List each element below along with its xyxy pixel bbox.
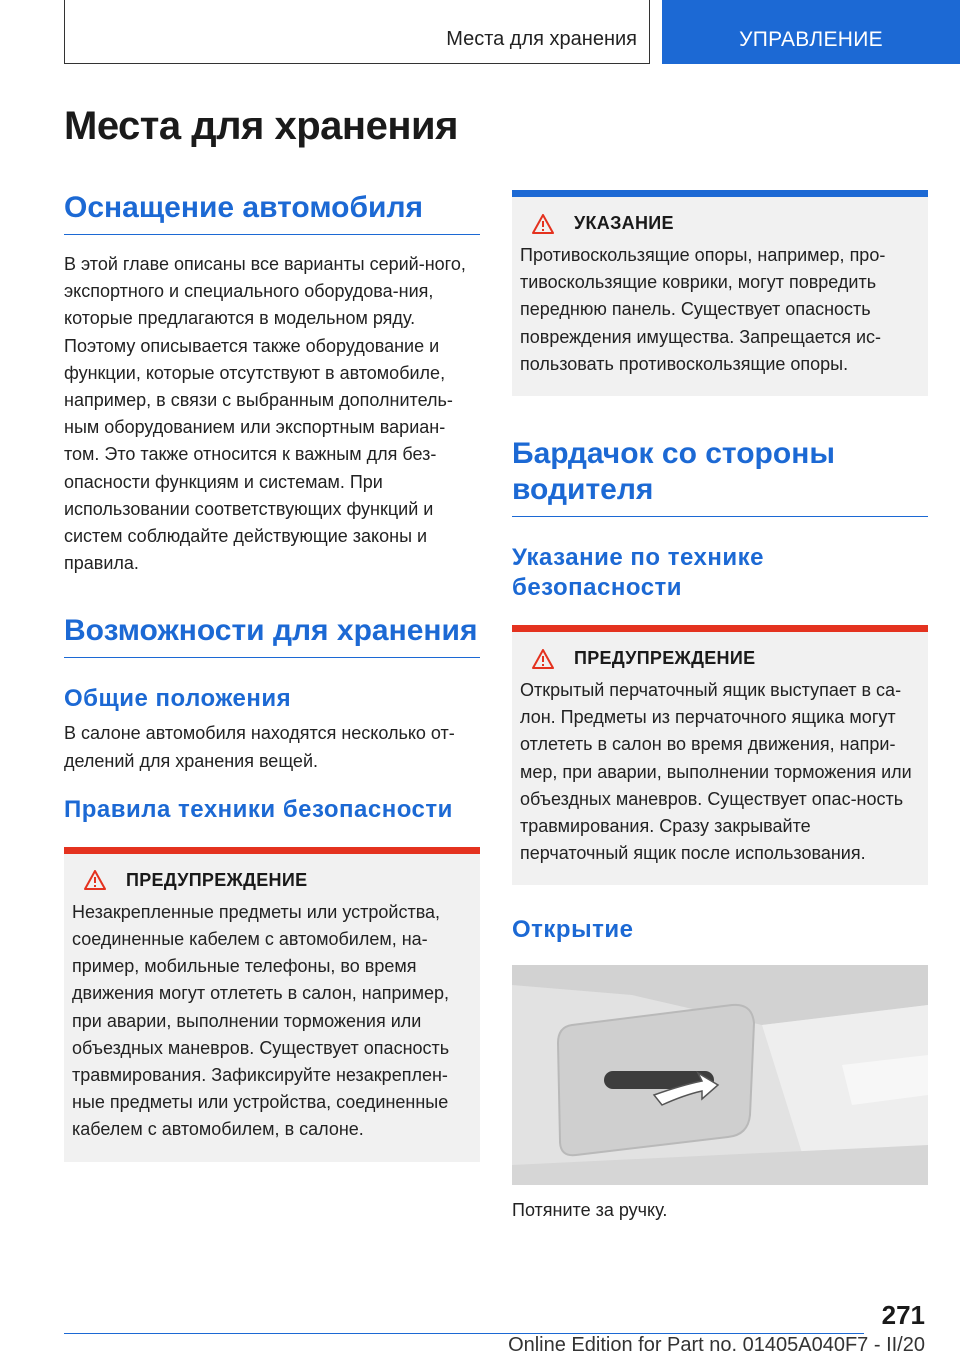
left-column [64, 190, 480, 1162]
warning-triangle-icon [84, 870, 106, 890]
warning-triangle-icon [532, 649, 554, 669]
warning-box [64, 847, 480, 1162]
general-heading: Общие положения [64, 685, 292, 713]
safety-heading: Правила техники безопасности [64, 795, 453, 823]
photo-caption: Потяните за ручку. [512, 1200, 668, 1221]
header-section-box [64, 0, 650, 64]
glovebox-warning-title: ПРЕДУПРЕЖДЕНИЕ [574, 648, 756, 669]
warning-title: ПРЕДУПРЕЖДЕНИЕ [126, 869, 308, 890]
glovebox-heading: Бардачок со стороны водителя [512, 436, 928, 517]
general-text: В салоне автомобиля находятся несколько от-делений для хранения вещей. [64, 723, 455, 771]
page-title: Места для хранения [64, 104, 458, 148]
glovebox-warning-header [520, 648, 920, 669]
right-column [512, 190, 928, 1225]
opening-heading: Открытие [512, 916, 634, 944]
storage-heading: Возможности для хранения [64, 613, 480, 658]
glovebox-warning-box [512, 625, 928, 885]
glovebox-photo [512, 965, 928, 1185]
header-chapter-tab[interactable] [662, 0, 960, 64]
header-chapter-label: УПРАВЛЕНИЕ [739, 28, 883, 51]
notice-header [520, 213, 920, 234]
equipment-text: В этой главе описаны все варианты серий-ного, экспортного и специального оборудова-ния, которые предлагаются в модельном ряду. Поэтому описывается также оборудование и функции, которые отсутствуют в автомобиле, например, в связи с выбранным дополнитель-ным оборудованием или экспортным вариан-том. Это также относится к важным для без-опасности функциям и системам. При использовании соответствующих функций и систем соблюдайте действующие законы и правила. [64, 254, 466, 574]
header-section-title: Места для хранения [446, 28, 637, 50]
equipment-heading: Оснащение автомобиля [64, 190, 480, 235]
warning-header [72, 870, 472, 891]
footer-edition: Online Edition for Part no. 01405A040F7 - II/20 [508, 1334, 925, 1356]
warning-text: Незакрепленные предметы или устройства, соединенные кабелем с автомобилем, на-пример, мобильные телефоны, во время движения могут отлететь в салон, например, при аварии, выполнении торможения или объездных маневров. Существует опасность травмирования. Зафиксируйте незакреплен-ные предметы или устройства, соединенные кабелем с автомобилем, в салоне. [72, 901, 450, 1140]
warning-triangle-icon [532, 214, 554, 234]
glovebox-warning-text: Открытый перчаточный ящик выступает в са-лон. Предметы из перчаточного ящика могут отлететь в салон во время движения, напри-мер, при аварии, выполнении торможения или объездных маневров. Существует опас-ность травмирования. Сразу закрывайте перчаточный ящик после использования. [520, 680, 912, 864]
page-number: 271 [881, 1300, 925, 1330]
notice-box [512, 190, 928, 396]
glovebox-safety-heading: Указание по технике безопасности [512, 544, 764, 602]
notice-title: УКАЗАНИЕ [574, 213, 674, 233]
glovebox-illustration [512, 965, 928, 1185]
notice-text: Противоскользящие опоры, например, про-тивоскользящие коврики, могут повредить переднюю панель. Существует опасность повреждения имущества. Запрещается ис-пользовать противоскользящие опоры. [520, 245, 886, 374]
